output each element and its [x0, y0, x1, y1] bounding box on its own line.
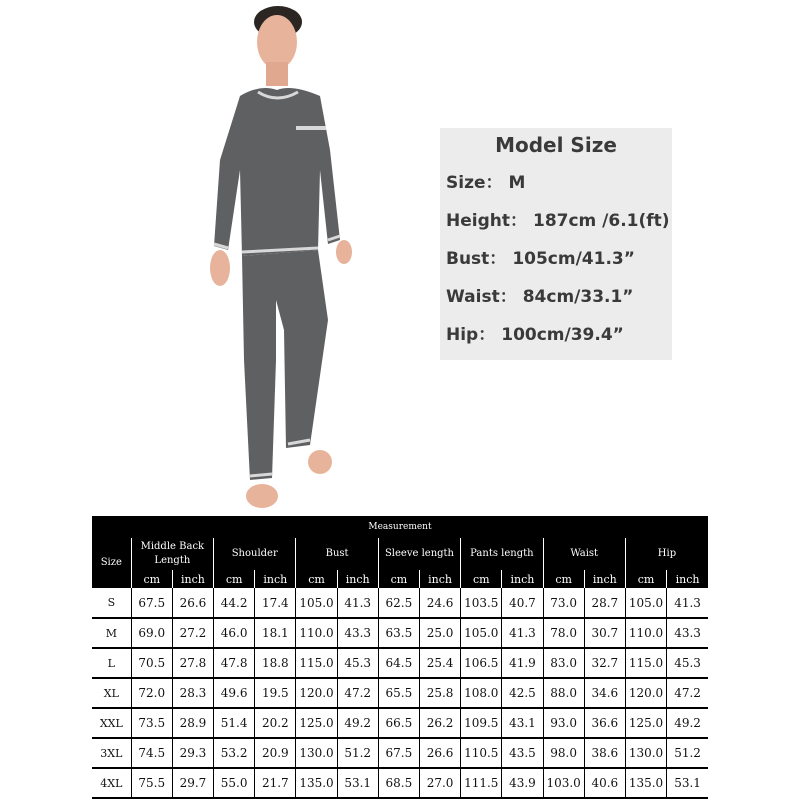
- measurement-cell: 51.2: [667, 738, 708, 768]
- model-shirt: [214, 88, 340, 256]
- measurement-cell: 110.0: [625, 618, 666, 648]
- measurement-cell: 29.7: [172, 768, 213, 798]
- table-row: [92, 708, 708, 738]
- measurement-cell: 17.4: [255, 588, 296, 618]
- model-height-value: 187cm /6.1(ft): [532, 211, 670, 231]
- unit-header-cm: cm: [625, 570, 666, 588]
- unit-header-inch: inch: [584, 570, 625, 588]
- measurement-cell: 43.1: [502, 708, 543, 738]
- measurement-cell: 34.6: [584, 678, 625, 708]
- unit-header-inch: inch: [337, 570, 378, 588]
- measurement-cell: 67.5: [131, 588, 172, 618]
- measurement-cell: 109.5: [461, 708, 502, 738]
- measurement-cell: 120.0: [625, 678, 666, 708]
- measurement-cell: 20.2: [255, 708, 296, 738]
- measurement-cell: 65.5: [378, 678, 419, 708]
- measurement-cell: 43.5: [502, 738, 543, 768]
- size-cell: 4XL: [92, 768, 131, 798]
- measurement-cell: 53.1: [667, 768, 708, 798]
- size-cell: XXL: [92, 708, 131, 738]
- measurement-cell: 62.5: [378, 588, 419, 618]
- measurement-cell: 21.7: [255, 768, 296, 798]
- table-unit-header-row: [92, 570, 708, 588]
- measurement-cell: 43.3: [667, 618, 708, 648]
- size-cell: M: [92, 618, 131, 648]
- measurement-cell: 49.2: [337, 708, 378, 738]
- measurement-cell: 70.5: [131, 648, 172, 678]
- group-header-pants-length: Pants length: [461, 538, 543, 570]
- model-hip-label: Hip：: [446, 325, 496, 345]
- model-waist-label: Waist：: [446, 287, 517, 307]
- measurement-cell: 135.0: [296, 768, 337, 798]
- table-row: [92, 648, 708, 678]
- size-cell: L: [92, 648, 131, 678]
- size-chart: [92, 516, 708, 800]
- measurement-cell: 28.9: [172, 708, 213, 738]
- measurement-cell: 110.5: [461, 738, 502, 768]
- measurement-cell: 36.6: [584, 708, 625, 738]
- measurement-cell: 120.0: [296, 678, 337, 708]
- group-header-sleeve-length: Sleeve length: [378, 538, 460, 570]
- measurement-cell: 47.2: [337, 678, 378, 708]
- table-title: Measurement: [92, 516, 708, 538]
- measurement-cell: 75.5: [131, 768, 172, 798]
- model-height-row: [446, 210, 670, 232]
- measurement-cell: 115.0: [296, 648, 337, 678]
- table-row: [92, 768, 708, 798]
- unit-header-cm: cm: [296, 570, 337, 588]
- unit-header-cm: cm: [461, 570, 502, 588]
- model-bust-label: Bust：: [446, 249, 507, 269]
- size-cell: S: [92, 588, 131, 618]
- measurement-cell: 41.3: [337, 588, 378, 618]
- table-row: [92, 738, 708, 768]
- measurement-cell: 110.0: [296, 618, 337, 648]
- measurement-cell: 125.0: [296, 708, 337, 738]
- model-size-label: Size：: [446, 173, 503, 193]
- measurement-cell: 125.0: [625, 708, 666, 738]
- measurement-cell: 41.3: [667, 588, 708, 618]
- measurement-cell: 73.5: [131, 708, 172, 738]
- model-photo: [180, 0, 390, 515]
- measurement-cell: 53.2: [214, 738, 255, 768]
- measurement-cell: 105.0: [296, 588, 337, 618]
- measurement-cell: 55.0: [214, 768, 255, 798]
- measurement-cell: 74.5: [131, 738, 172, 768]
- measurement-cell: 41.9: [502, 648, 543, 678]
- model-size-value: M: [508, 173, 526, 193]
- measurement-cell: 38.6: [584, 738, 625, 768]
- measurement-cell: 43.3: [337, 618, 378, 648]
- measurement-cell: 26.2: [419, 708, 460, 738]
- measurement-cell: 130.0: [296, 738, 337, 768]
- table-title-row: [92, 516, 708, 538]
- measurement-cell: 105.0: [461, 618, 502, 648]
- measurement-cell: 45.3: [667, 648, 708, 678]
- unit-header-cm: cm: [131, 570, 172, 588]
- size-table-body: [92, 516, 708, 798]
- group-header-shoulder: Shoulder: [214, 538, 296, 570]
- table-row: [92, 588, 708, 618]
- measurement-cell: 63.5: [378, 618, 419, 648]
- model-height-label: Height：: [446, 211, 527, 231]
- measurement-cell: 28.3: [172, 678, 213, 708]
- model-size-title: Model Size: [495, 133, 617, 157]
- unit-header-inch: inch: [172, 570, 213, 588]
- measurement-cell: 20.9: [255, 738, 296, 768]
- measurement-cell: 44.2: [214, 588, 255, 618]
- measurement-cell: 66.5: [378, 708, 419, 738]
- measurement-cell: 27.2: [172, 618, 213, 648]
- unit-header-inch: inch: [419, 570, 460, 588]
- measurement-cell: 73.0: [543, 588, 584, 618]
- model-size-box: [440, 128, 672, 360]
- measurement-cell: 26.6: [419, 738, 460, 768]
- size-cell: XL: [92, 678, 131, 708]
- size-table: [92, 516, 708, 799]
- measurement-cell: 42.5: [502, 678, 543, 708]
- measurement-cell: 135.0: [625, 768, 666, 798]
- measurement-cell: 53.1: [337, 768, 378, 798]
- measurement-cell: 25.0: [419, 618, 460, 648]
- measurement-cell: 108.0: [461, 678, 502, 708]
- model-waist-value: 84cm/33.1”: [522, 287, 634, 307]
- model-size-row: [446, 172, 670, 194]
- model-hip-row: [446, 324, 670, 346]
- measurement-cell: 47.8: [214, 648, 255, 678]
- model-hip-value: 100cm/39.4”: [501, 325, 624, 345]
- table-group-header-row: [92, 538, 708, 570]
- group-header-waist: Waist: [543, 538, 625, 570]
- model-bust-value: 105cm/41.3”: [512, 249, 635, 269]
- measurement-cell: 49.6: [214, 678, 255, 708]
- unit-header-cm: cm: [378, 570, 419, 588]
- unit-header-inch: inch: [255, 570, 296, 588]
- measurement-cell: 98.0: [543, 738, 584, 768]
- measurement-cell: 67.5: [378, 738, 419, 768]
- group-header-middle-back-length: Middle Back Length: [131, 538, 213, 570]
- measurement-cell: 30.7: [584, 618, 625, 648]
- measurement-cell: 40.7: [502, 588, 543, 618]
- measurement-cell: 40.6: [584, 768, 625, 798]
- size-cell: 3XL: [92, 738, 131, 768]
- measurement-cell: 29.3: [172, 738, 213, 768]
- model-pants: [242, 250, 328, 480]
- measurement-cell: 69.0: [131, 618, 172, 648]
- measurement-cell: 93.0: [543, 708, 584, 738]
- measurement-cell: 25.8: [419, 678, 460, 708]
- measurement-cell: 106.5: [461, 648, 502, 678]
- measurement-cell: 27.8: [172, 648, 213, 678]
- table-row: [92, 678, 708, 708]
- measurement-cell: 18.8: [255, 648, 296, 678]
- unit-header-inch: inch: [502, 570, 543, 588]
- measurement-cell: 103.5: [461, 588, 502, 618]
- measurement-cell: 27.0: [419, 768, 460, 798]
- measurement-cell: 115.0: [625, 648, 666, 678]
- measurement-cell: 111.5: [461, 768, 502, 798]
- model-waist-row: [446, 286, 670, 308]
- unit-header-cm: cm: [214, 570, 255, 588]
- unit-header-inch: inch: [667, 570, 708, 588]
- measurement-cell: 49.2: [667, 708, 708, 738]
- measurement-cell: 78.0: [543, 618, 584, 648]
- measurement-cell: 83.0: [543, 648, 584, 678]
- model-head: [257, 15, 297, 86]
- measurement-cell: 26.6: [172, 588, 213, 618]
- measurement-cell: 18.1: [255, 618, 296, 648]
- measurement-cell: 24.6: [419, 588, 460, 618]
- group-header-hip: Hip: [625, 538, 708, 570]
- measurement-cell: 88.0: [543, 678, 584, 708]
- measurement-cell: 32.7: [584, 648, 625, 678]
- group-header-bust: Bust: [296, 538, 378, 570]
- unit-header-cm: cm: [543, 570, 584, 588]
- measurement-cell: 43.9: [502, 768, 543, 798]
- measurement-cell: 45.3: [337, 648, 378, 678]
- model-bust-row: [446, 248, 670, 270]
- measurement-cell: 72.0: [131, 678, 172, 708]
- size-column-header: Size: [92, 538, 131, 588]
- measurement-cell: 46.0: [214, 618, 255, 648]
- measurement-cell: 28.7: [584, 588, 625, 618]
- table-row: [92, 618, 708, 648]
- measurement-cell: 19.5: [255, 678, 296, 708]
- measurement-cell: 51.2: [337, 738, 378, 768]
- measurement-cell: 25.4: [419, 648, 460, 678]
- measurement-cell: 130.0: [625, 738, 666, 768]
- measurement-cell: 51.4: [214, 708, 255, 738]
- measurement-cell: 68.5: [378, 768, 419, 798]
- measurement-cell: 103.0: [543, 768, 584, 798]
- measurement-cell: 105.0: [625, 588, 666, 618]
- measurement-cell: 47.2: [667, 678, 708, 708]
- measurement-cell: 64.5: [378, 648, 419, 678]
- measurement-cell: 41.3: [502, 618, 543, 648]
